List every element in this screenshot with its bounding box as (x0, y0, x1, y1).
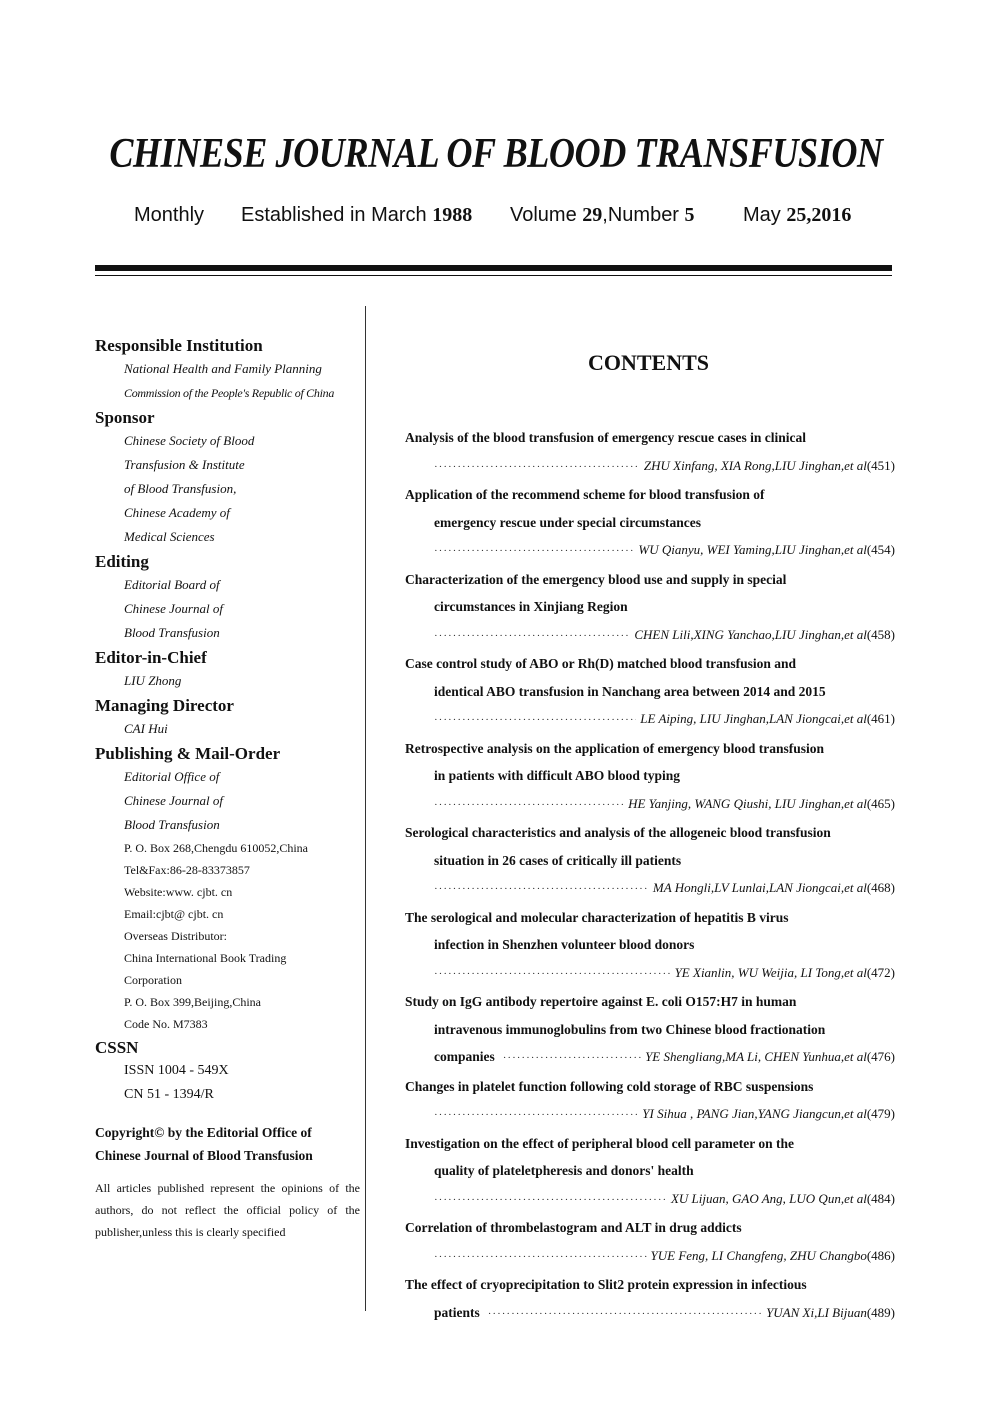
toc-title: Serological characteristics and analysis of the allogeneic blood transfusion (405, 825, 831, 840)
toc-title-cont: situation in 26 cases of critically ill patients (434, 852, 682, 868)
publishing-line: Chinese Journal of (124, 793, 223, 808)
dot-leader (434, 454, 640, 482)
cn-number: CN 51 - 1394/R (124, 1087, 214, 1102)
toc-title: Characterization of the emergency blood use and supply in special (405, 571, 787, 587)
editing-line: Chinese Journal of (124, 601, 223, 616)
publishing-line: Editorial Office of (124, 769, 220, 784)
toc-authors: YUE Feng, LI Changfeng, ZHU Changbo (650, 1247, 867, 1263)
toc-entry[interactable] (405, 735, 895, 820)
contents-list (405, 424, 895, 1328)
toc-byline (405, 874, 895, 904)
toc-title: The effect of cryoprecipitation to Slit2 protein expression in infectious (405, 1277, 807, 1292)
toc-title-cont: patients (434, 1304, 480, 1320)
toc-title: Study on IgG antibody repertoire against E. coli O157:H7 in human (405, 994, 797, 1009)
publishing-line: Blood Transfusion (124, 817, 220, 832)
toc-title: Analysis of the blood transfusion of emergency rescue cases in clinical (405, 430, 806, 445)
toc-title-cont: infection in Shenzhen volunteer blood donors (434, 937, 695, 952)
sponsor-line: Transfusion & Institute (124, 457, 245, 472)
publishing-distributor: Corporation (124, 973, 182, 987)
dot-leader (434, 1102, 638, 1130)
toc-title: Correlation of thrombelastogram and ALT in drug addicts (405, 1220, 742, 1235)
contents-heading: CONTENTS (587, 350, 710, 375)
toc-page: (461) (866, 711, 895, 726)
toc-byline (405, 1299, 895, 1329)
sponsor-line: Chinese Society of Blood (124, 433, 255, 448)
toc-page: (489) (866, 1304, 895, 1320)
toc-title-cont: circumstances in Xinjiang Region (434, 599, 628, 614)
dot-leader (503, 1045, 641, 1073)
dot-leader (434, 707, 636, 735)
toc-entry[interactable] (405, 988, 895, 1073)
toc-entry[interactable] (405, 819, 895, 904)
toc-title-cont: identical ABO transfusion in Nanchang area between 2014 and 2015 (434, 683, 826, 699)
issn: ISSN 1004 - 549X (124, 1063, 229, 1078)
toc-page: (486) (866, 1247, 895, 1263)
editing-line: Editorial Board of (124, 577, 220, 592)
responsible-line: National Health and Family Planning (124, 361, 322, 376)
responsible-heading: Responsible Institution (95, 336, 263, 355)
publishing-distributor: China International Book Trading (124, 951, 287, 965)
toc-byline (405, 621, 895, 651)
toc-entry[interactable] (405, 650, 895, 735)
header-rule-thick (95, 265, 892, 271)
toc-byline (405, 790, 895, 820)
volume-number: Volume 29,Number 5 (510, 204, 695, 226)
sponsor-line: of Blood Transfusion, (124, 481, 237, 496)
toc-title-cont: intravenous immunoglobulins from two Chinese blood fractionation (434, 1021, 826, 1037)
header-rule-thin (95, 275, 892, 276)
toc-page: (468) (866, 880, 895, 895)
toc-authors: WU Qianyu, WEI Yaming,LIU Jinghan,et al (638, 542, 867, 557)
chief-name: LIU Zhong (124, 673, 182, 688)
toc-authors: HE Yanjing, WANG Qiushi, LIU Jinghan,et al (628, 795, 867, 811)
column-divider (365, 306, 366, 1311)
toc-byline (405, 1100, 895, 1130)
responsible-line: Commission of the People's Republic of China (124, 386, 335, 400)
director-name: CAI Hui (124, 721, 168, 736)
cssn-heading: CSSN (95, 1038, 139, 1057)
toc-entry[interactable] (405, 424, 895, 481)
publishing-heading: Publishing & Mail-Order (95, 744, 281, 763)
dot-leader (434, 1187, 667, 1215)
masthead-sidebar (95, 333, 360, 1243)
toc-authors: YI Sihua , PANG Jian,YANG Jiangcun,et al (642, 1106, 867, 1121)
toc-authors: YUAN Xi,LI Bijuan (766, 1304, 867, 1320)
toc-entry[interactable] (405, 1073, 895, 1130)
toc-byline (405, 705, 895, 735)
publishing-address: P. O. Box 268,Chengdu 610052,China (124, 841, 309, 855)
dot-leader (434, 1244, 647, 1272)
toc-page: (476) (866, 1049, 895, 1064)
toc-title: Retrospective analysis on the application of emergency blood transfusion (405, 740, 824, 756)
director-heading: Managing Director (95, 696, 234, 715)
toc-title-cont: companies (434, 1049, 495, 1064)
publishing-telfax: Tel&Fax:86-28-83373857 (124, 863, 250, 877)
sponsor-line: Medical Sciences (124, 529, 215, 544)
toc-page: (454) (866, 542, 895, 557)
toc-title: Changes in platelet function following cold storage of RBC suspensions (405, 1078, 814, 1094)
toc-page: (472) (866, 964, 895, 980)
toc-authors: YE Shengliang,MA Li, CHEN Yunhua,et al (645, 1049, 867, 1064)
toc-page: (484) (866, 1190, 895, 1206)
sponsor-line: Chinese Academy of (124, 505, 230, 520)
toc-entry[interactable] (405, 566, 895, 651)
established: Established in March 1988 (241, 204, 473, 226)
toc-entry[interactable] (405, 1214, 895, 1271)
publishing-website: Website:www. cjbt. cn (124, 885, 233, 899)
dot-leader (488, 1301, 762, 1329)
toc-title: Application of the recommend scheme for blood transfusion of (405, 487, 765, 502)
toc-title: Case control study of ABO or Rh(D) matched blood transfusion and (405, 656, 797, 671)
toc-title: The serological and molecular characterization of hepatitis B virus (405, 909, 789, 925)
copyright-notice: Copyright© by the Editorial Office of Chinese Journal of Blood Transfusion (95, 1125, 313, 1163)
issue-date: May 25,2016 (743, 204, 852, 226)
dot-leader (434, 876, 649, 904)
toc-entry[interactable] (405, 1130, 895, 1215)
toc-byline (405, 452, 895, 482)
frequency: Monthly (134, 204, 205, 226)
editing-heading: Editing (95, 552, 149, 571)
dot-leader (434, 961, 671, 989)
toc-title-cont: emergency rescue under special circumstances (434, 514, 701, 530)
toc-authors: LE Aiping, LIU Jinghan,LAN Jiongcai,et al (640, 711, 867, 726)
toc-page: (458) (866, 626, 895, 642)
sponsor-heading: Sponsor (95, 408, 155, 427)
dot-leader (434, 538, 634, 566)
toc-entry[interactable] (405, 904, 895, 989)
publishing-distributor-address: P. O. Box 399,Beijing,China (124, 995, 262, 1009)
chief-heading: Editor-in-Chief (95, 648, 207, 667)
journal-subline (0, 204, 992, 234)
disclaimer: All articles published represent the opinions of the authors, do not reflect the official policy of the publisher,unless this is clearly specified (95, 1181, 360, 1239)
toc-page: (451) (866, 457, 895, 473)
toc-authors: ZHU Xinfang, XIA Rong,LIU Jinghan,et al (643, 457, 867, 473)
toc-byline (405, 536, 895, 566)
toc-entry[interactable] (405, 1271, 895, 1328)
toc-page: (479) (866, 1106, 895, 1121)
toc-byline (405, 1242, 895, 1272)
toc-authors: MA Hongli,LV Lunlai,LAN Jiongcai,et al (652, 880, 867, 895)
toc-byline (405, 959, 895, 989)
toc-title: Investigation on the effect of peripheral blood cell parameter on the (405, 1135, 794, 1151)
toc-title-cont: in patients with difficult ABO blood typing (434, 768, 681, 783)
toc-authors: XU Lijuan, GAO Ang, LUO Qun,et al (670, 1190, 867, 1206)
toc-authors: YE Xianlin, WU Weijia, LI Tong,et al (674, 964, 867, 980)
toc-page: (465) (866, 795, 895, 811)
editing-line: Blood Transfusion (124, 625, 220, 640)
toc-byline (405, 1185, 895, 1215)
toc-entry[interactable] (405, 481, 895, 566)
journal-title: CHINESE JOURNAL OF BLOOD TRANSFUSION (109, 131, 883, 177)
toc-title-cont: quality of plateletpheresis and donors' health (434, 1163, 694, 1178)
publishing-distributor-label: Overseas Distributor: (124, 929, 227, 943)
dot-leader (434, 792, 624, 820)
toc-byline (405, 1043, 895, 1073)
publishing-code: Code No. M7383 (124, 1017, 208, 1031)
dot-leader (434, 623, 630, 651)
toc-authors: CHEN Lili,XING Yanchao,LIU Jinghan,et al (634, 626, 867, 642)
publishing-email: Email:cjbt@ cjbt. cn (124, 907, 224, 921)
